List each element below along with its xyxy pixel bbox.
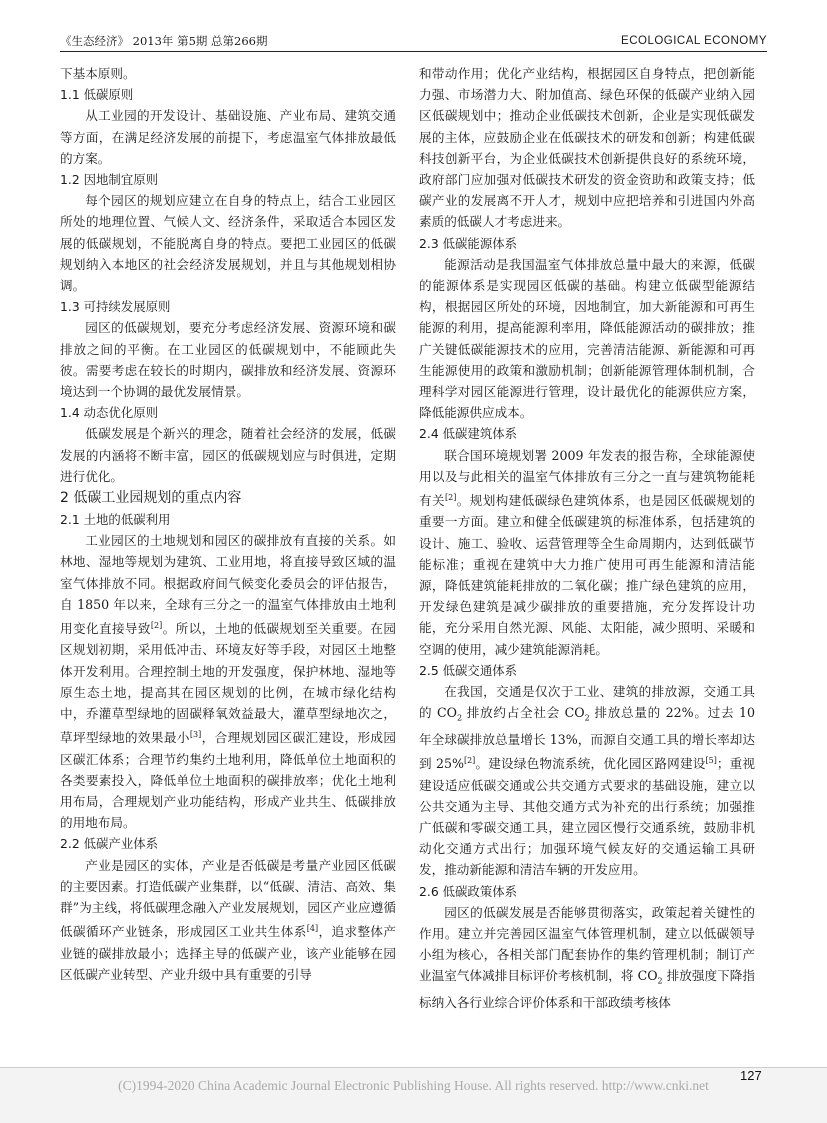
text-run: 。建设绿色物流系统，优化园区路网建设 xyxy=(475,756,706,772)
text-run: 产业是园区的实体，产业是否低碳是考量产业园区低碳的主要因素。打造低碳产业集群，以“低碳、清洁、高效、集群”为主线，将低碳理念融入产业发展规划，园区产业应遵循低碳循环产业链条，形成园区工业共生体系 xyxy=(60,857,396,940)
journal-citation: 《生态经济》 2013年 第5期 总第266期 xyxy=(60,34,268,48)
paragraph xyxy=(60,530,396,833)
subscript: 2 xyxy=(456,713,463,723)
subsection-heading-2-3: 2.3 低碳能源体系 xyxy=(419,235,517,251)
paragraph: 从工业园的开发设计、基础设施、产业布局、建筑交通等方面，在满足经济发展的前提下，考虑温室气体排放最低的方案。 xyxy=(60,108,396,166)
subsection-heading-2-5: 2.5 低碳交通体系 xyxy=(419,662,517,678)
paragraph: 能源活动是我国温室气体排放总量中最大的来源，低碳的能源体系是实现园区低碳的基础。构建立低碳型能源结构，根据园区所处的环境，因地制宜，加大新能源和可再生能源的利用，提高能源利率用，降低能源活动的碳排放；推广关键低碳能源技术的应用，完善清洁能源、新能源和可再生能源使用的政策和激励机制；创新能源管理体制机制，合理科学对园区能源进行管理，设计最优化的能源供应方案，降低能源供应成本。 xyxy=(419,256,755,421)
text-run: 排放约占全社会 CO xyxy=(462,705,585,721)
subsection-heading-1-4: 1.4 动态优化原则 xyxy=(60,405,158,421)
paragraph: 和带动作用；优化产业结构，根据园区自身特点，把创新能力强、市场潜力大、附加值高、绿色环保的低碳产业纳入园区低碳规划中；推动企业低碳技术创新，企业是实现低碳发展的主体，应鼓励企业在低碳技术的研发和创新；构建低碳科技创新平台，为企业低碳技术创新提供良好的系统环境，政府部门应加强对低碳技术研发的资金资助和政策支持；低碳产业的发展离不开人才，规划中应把培养和引进国内外高素质的低碳人才考虑进来。 xyxy=(419,66,755,230)
footer-band xyxy=(0,1067,827,1123)
section-heading-2: 2 低碳工业园规划的重点内容 xyxy=(60,490,242,507)
paragraph xyxy=(419,902,755,1014)
subsection-heading-1-1: 1.1 低碳原则 xyxy=(60,87,134,103)
text-run: ，追求整体产业链的碳排放最小；选择主导的低碳产业，该产业能够在园区低碳产业转型、产业升级中具有重要的引导 xyxy=(60,924,397,982)
left-column xyxy=(60,63,396,985)
text-run: 在我国，交通是仅次于工业、建筑的排放源，交通工具的 CO xyxy=(419,684,755,721)
subsection-heading-2-6: 2.6 低碳政策体系 xyxy=(419,883,517,899)
citation-ref: [2] xyxy=(444,493,457,503)
subscript: 2 xyxy=(584,713,590,723)
paragraph xyxy=(419,681,755,881)
copyright-watermark: (C)1994-2020 China Academic Journal Electronic Publishing House. All rights reserved. http://www.cnki.net xyxy=(118,1078,709,1093)
right-column xyxy=(419,63,755,1013)
citation-ref: [2] xyxy=(463,756,476,766)
text-run: 。规划构建低碳绿色建筑体系，也是园区低碳规划的重要一方面。建立和健全低碳建筑的标准体系，包括建筑的设计、施工、验收、运营管理等全生命周期内，达到低碳节能标准；重视在建筑中大力推广使用可再生能源和清洁能源，降低建筑能耗排放的二氧化碳；推广绿色建筑的应用，开发绿色建筑是减少碳排放的重要措施，充分发挥设计功能，充分采用自然光源、风能、太阳能，减少照明、采暖和空调的使用，减少建筑能源消耗。 xyxy=(419,493,756,657)
paragraph: 每个园区的规划应建立在自身的特点上，结合工业园区所处的地理位置、气候人文、经济条件，采取适合本园区发展的低碳规划，不能脱离自身的特点。要把工业园区的低碳规划纳入本地区的社会经济发展规划，并且与其他规划相协调。 xyxy=(60,193,396,294)
citation-ref: [3] xyxy=(189,730,202,740)
subsection-heading-1-2: 1.2 因地制宜原则 xyxy=(60,172,158,188)
page-number: 127 xyxy=(740,1068,762,1083)
text-run: 。所以，土地的低碳规划至关重要。在园区规划初期，采用低冲击、环境友好等手段，对园区土地整体开发利用。合理控制土地的开发强度，保护林地、湿地等原生态土地，提高其在园区规划的比例，在城市绿化结构中，乔灌草型绿地的固碳释氧效益最大，灌草型绿地次之，草坪型绿地的效果最小 xyxy=(60,621,397,746)
text-run: 工业园区的土地规划和园区的碳排放有直接的关系。如林地、湿地等规划为建筑、工业用地，将直接导致区域的温室气体排放不同。根据政府间气候变化委员会的评估报告，自 1850 年以来，全球有三分之一的温室气体排放由土地利用变化直接导致 xyxy=(60,533,396,637)
running-header xyxy=(60,33,767,52)
text-run: 排放总量的 22%。过去 10 年全球碳排放总量增长 13%，而源自交通工具的增长率却达到 25% xyxy=(419,705,756,772)
citation-ref: [2] xyxy=(150,621,163,631)
paragraph: 下基本原则。 xyxy=(60,66,136,81)
text-run: ；重视建设适应低碳交通或公共交通方式要求的基础设施，建立以公共交通为主导、其他交通方式为补充的出行系统；加强推广低碳和零碳交通工具，建立园区慢行交通系统，鼓励非机动化交通方式出行；加强环境气候友好的交通运输工具研发，推动新能源和清洁车辆的开发应用。 xyxy=(419,756,756,878)
paragraph xyxy=(419,445,755,660)
paragraph: 低碳发展是个新兴的理念，随着社会经济的发展，低碳发展的内涵将不断丰富，园区的低碳规划应与时俱进，定期进行优化。 xyxy=(60,426,396,484)
subscript: 2 xyxy=(657,976,663,986)
paragraph xyxy=(60,855,396,985)
subsection-heading-2-2: 2.2 低碳产业体系 xyxy=(60,836,158,852)
text-run: 联合国环境规划署 2009 年发表的报告称，全球能源使用以及与此相关的温室气体排放有三分之一直与建筑物能耗有关 xyxy=(419,447,755,509)
subsection-heading-1-3: 1.3 可持续发展原则 xyxy=(60,299,171,315)
citation-ref: [5] xyxy=(705,756,717,766)
paragraph: 园区的低碳规划，要充分考虑经济发展、资源环境和碳排放之间的平衡。在工业园区的低碳规划中，不能顾此失彼。需要考虑在较长的时期内，碳排放和经济发展、资源环境达到一个协调的最优发展情景。 xyxy=(60,320,396,400)
journal-english-title: ECOLOGICAL ECONOMY xyxy=(621,35,767,47)
text-run: 排放强度下降指标纳入各行业综合评价体系和干部政绩考核体 xyxy=(419,968,755,1011)
citation-ref: [4] xyxy=(306,924,319,934)
text-run: 园区的低碳发展是否能够贯彻落实，政策起着关键性的作用。建立并完善园区温室气体管理机制，建立以低碳领导小组为核心，各相关部门配套协作的集约管理机制；制订产业温室气体减排目标评价考核机制，将 CO xyxy=(419,904,755,984)
text-run: ，合理规划园区碳汇建设，形成园区碳汇体系；合理节约集约土地利用，降低单位土地面积的各类要素投入，降低单位土地面积的碳排放率；优化土地利用布局，合理规划产业功能结构，形成产业共生、低碳排放的用地布局。 xyxy=(60,730,397,831)
subsection-heading-2-1: 2.1 土地的低碳利用 xyxy=(60,512,171,528)
subsection-heading-2-4: 2.4 低碳建筑体系 xyxy=(419,426,517,442)
